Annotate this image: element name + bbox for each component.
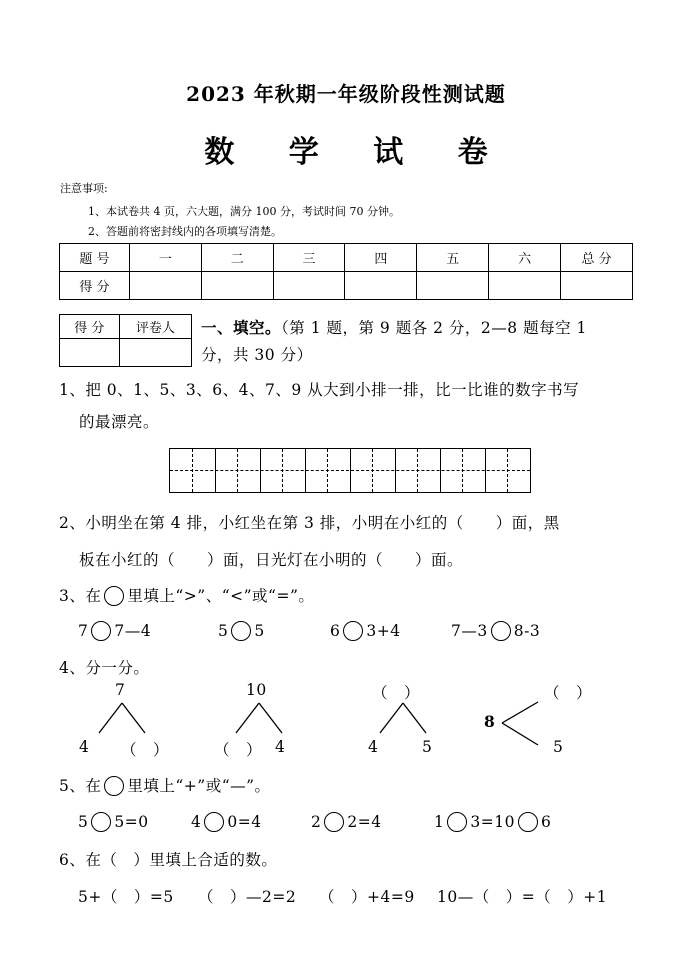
- split-branch-icon: [97, 703, 147, 735]
- grid-dash: [237, 449, 238, 492]
- score-cell[interactable]: [345, 272, 417, 300]
- tree-right: 5: [422, 738, 433, 756]
- q6-item[interactable]: 5+（ ）=5: [78, 888, 174, 906]
- grader-label: 评卷人: [119, 315, 191, 339]
- grid-dash: [507, 449, 508, 492]
- notice-heading: 注意事项:: [60, 182, 108, 195]
- section1-heading-line2: 分，共 30 分）: [201, 346, 313, 364]
- tree-lower: 5: [553, 738, 564, 756]
- operator-circle-input[interactable]: [447, 812, 467, 832]
- q3-left: 6: [330, 622, 341, 640]
- q3-right: 5: [254, 622, 265, 640]
- tree-left: 4: [368, 738, 379, 756]
- tree-left: 4: [79, 738, 90, 756]
- q6-item[interactable]: 10—（ ）=（ ）+1: [437, 888, 608, 906]
- exam-title: 2023 年秋期一年级阶段性测试题: [186, 82, 506, 106]
- q3-item: [451, 621, 540, 641]
- q3-instruction: [59, 584, 314, 606]
- grid-cell-border: [395, 449, 396, 492]
- q3-prefix: 3、在: [59, 587, 102, 605]
- q3-item: [330, 621, 401, 641]
- grid-dash: [327, 449, 328, 492]
- q1-line2: 的最漂亮。: [79, 413, 160, 431]
- grid-dash: [417, 449, 418, 492]
- q5-tail: 6: [540, 813, 552, 831]
- score-cell[interactable]: [201, 272, 273, 300]
- q5-left: 5: [78, 813, 89, 831]
- operator-circle-input[interactable]: [518, 812, 538, 832]
- q5-right: 5=0: [114, 813, 149, 831]
- q5-prefix: 5、在: [59, 777, 102, 795]
- score-table: [59, 243, 633, 300]
- score-table-header: 一: [129, 244, 201, 272]
- q3-item: [218, 621, 265, 641]
- tree-left-blank[interactable]: （ ）: [214, 741, 263, 759]
- q3-right: 7—4: [114, 622, 152, 640]
- tree-top: 7: [115, 681, 126, 699]
- q5-left: 4: [191, 813, 202, 831]
- q6-item[interactable]: （ ）—2=2: [198, 888, 297, 906]
- q3-left: 7: [78, 622, 89, 640]
- compare-circle-input[interactable]: [231, 621, 251, 641]
- notice-item-1: 1、本试卷共 4 页，六大题，满分 100 分，考试时间 70 分钟。: [88, 205, 400, 218]
- grid-cell-border: [440, 449, 441, 492]
- score-table-header: 四: [345, 244, 417, 272]
- q5-item: [434, 812, 551, 832]
- grader-score-cell[interactable]: [60, 339, 120, 367]
- grader-name-cell[interactable]: [119, 339, 191, 367]
- tree-top-blank[interactable]: （ ）: [372, 684, 421, 702]
- score-cell[interactable]: [129, 272, 201, 300]
- q3-item: [78, 621, 151, 641]
- writing-grid[interactable]: [169, 448, 531, 493]
- q2-line1: 2、小明坐在第 4 排，小红坐在第 3 排，小明在小红的（ ）面，黑: [59, 514, 560, 532]
- score-table-header: 六: [489, 244, 561, 272]
- score-table-header: 五: [417, 244, 489, 272]
- q5-suffix: 里填上“+”或“—”。: [127, 777, 271, 795]
- score-cell[interactable]: [561, 272, 633, 300]
- q5-right: 2=4: [347, 813, 382, 831]
- score-table-header: 总 分: [561, 244, 633, 272]
- split-branch-sideways-icon: [502, 701, 542, 747]
- grid-cell-border: [305, 449, 306, 492]
- circle-blank-icon: [104, 586, 124, 606]
- tree-top: 10: [246, 681, 267, 699]
- score-table-header: 二: [201, 244, 273, 272]
- compare-circle-input[interactable]: [343, 621, 363, 641]
- q3-right: 8-3: [513, 622, 541, 640]
- exam-subtitle: 数 学 试 卷: [204, 135, 510, 170]
- q5-item: [78, 812, 149, 832]
- section1-note: （第 1 题，第 9 题各 2 分，2—8 题每空 1: [281, 319, 587, 337]
- q3-right: 3+4: [366, 622, 401, 640]
- tree-right-blank[interactable]: （ ）: [121, 741, 170, 759]
- tree-right: 4: [275, 738, 286, 756]
- grid-cell-border: [350, 449, 351, 492]
- score-cell[interactable]: [273, 272, 345, 300]
- q3-left: 7—3: [451, 622, 488, 640]
- grid-dash: [192, 449, 193, 492]
- split-branch-icon: [378, 703, 428, 735]
- score-cell[interactable]: [417, 272, 489, 300]
- q1-line1: 1、把 0、1、5、3、6、4、7、9 从大到小排一排，比一比谁的数字书写: [59, 381, 580, 399]
- q3-suffix: 里填上“>”、“<”或“=”。: [127, 587, 315, 605]
- compare-circle-input[interactable]: [91, 621, 111, 641]
- grid-dash: [372, 449, 373, 492]
- section1-heading: 一、填空。: [201, 318, 282, 337]
- q5-left: 1: [434, 813, 445, 831]
- score-table-header: 题 号: [60, 244, 130, 272]
- tree-upper-blank[interactable]: （ ）: [544, 684, 593, 702]
- grid-cell-border: [260, 449, 261, 492]
- notice-item-2: 2、答题前将密封线内的各项填写清楚。: [88, 225, 282, 238]
- tree-root: 8: [484, 712, 496, 731]
- score-cell[interactable]: [489, 272, 561, 300]
- grader-box: [59, 314, 192, 367]
- circle-blank-icon: [104, 776, 124, 796]
- operator-circle-input[interactable]: [91, 812, 111, 832]
- q5-right: 0=4: [227, 813, 262, 831]
- grid-dash: [282, 449, 283, 492]
- q2-line2: 板在小红的（ ）面，日光灯在小明的（ ）面。: [79, 551, 464, 569]
- grader-score-label: 得 分: [60, 315, 120, 339]
- operator-circle-input[interactable]: [324, 812, 344, 832]
- grid-cell-border: [485, 449, 486, 492]
- q6-title: 6、在（ ）里填上合适的数。: [59, 851, 278, 869]
- split-branch-icon: [234, 703, 284, 735]
- q5-right: 3=10: [470, 813, 515, 831]
- score-row-label: 得 分: [60, 272, 130, 300]
- section1-heading-line1: [201, 316, 587, 338]
- compare-circle-input[interactable]: [491, 621, 511, 641]
- q5-item: [311, 812, 382, 832]
- score-table-header: 三: [273, 244, 345, 272]
- q3-left: 5: [218, 622, 229, 640]
- grid-dash: [462, 449, 463, 492]
- q6-item[interactable]: （ ）+4=9: [319, 888, 415, 906]
- operator-circle-input[interactable]: [204, 812, 224, 832]
- q5-left: 2: [311, 813, 322, 831]
- q5-instruction: [59, 774, 271, 796]
- q4-title: 4、分一分。: [59, 659, 150, 677]
- q5-item: [191, 812, 262, 832]
- grid-cell-border: [215, 449, 216, 492]
